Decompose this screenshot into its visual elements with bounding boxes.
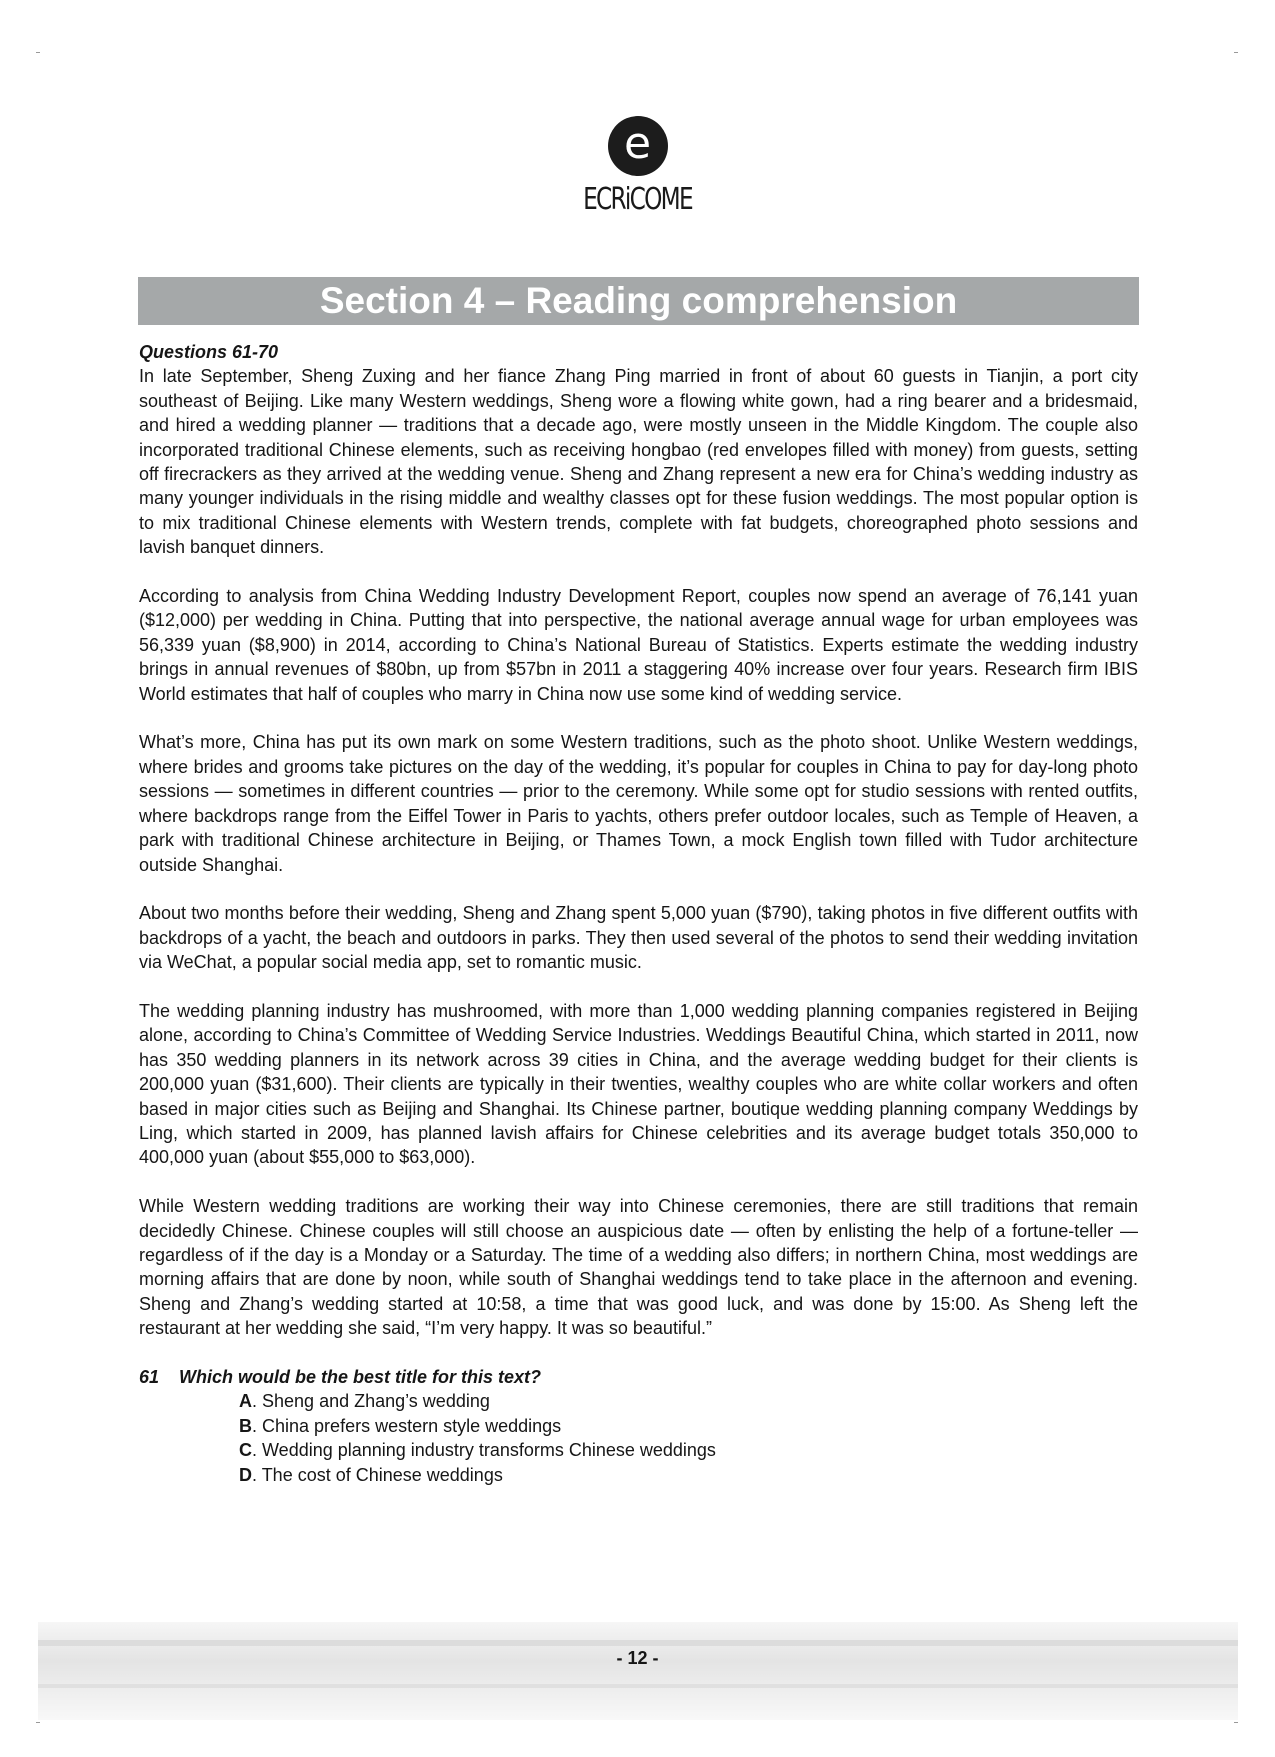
footer-stripe [38, 1640, 1238, 1646]
paragraph: According to analysis from China Wedding Industry Development Report, couples now spend an average of 76,141 yuan ($12,000) per wedding in China. Putting that into perspective, the national average annual wage for urban employees was 56,339 yuan ($8,900) in 2014, according to China’s National Bureau of Statistics. Experts estimate the wedding industry brings in annual revenues of $80bn, up from $57bn in 2011 a staggering 40% increase over four years. Research firm IBIS World estimates that half of couples who marry in China now use some kind of wedding service. [139, 586, 1138, 704]
crop-mark [1234, 52, 1238, 53]
option-letter: D [239, 1464, 252, 1485]
option-d: D. The cost of Chinese weddings [239, 1464, 503, 1485]
option-text: China prefers western style weddings [262, 1415, 562, 1436]
ecricome-logo [0, 116, 1275, 217]
logo-circle-icon [608, 116, 668, 176]
footer-decoration [38, 1622, 1238, 1720]
crop-mark [1234, 1722, 1238, 1723]
option-text: Sheng and Zhang’s wedding [262, 1391, 490, 1412]
page-number: - 12 - [616, 1648, 659, 1668]
paragraph: In late September, Sheng Zuxing and her fiance Zhang Ping married in front of about 60 guests in Tianjin, a port city southeast of Beijing. Like many Western weddings, Sheng wore a flowing white gown, had a ring bearer and a bridesmaid, and hired a wedding planner — traditions that a decade ago, were mostly unseen in the Middle Kingdom. The couple also incorporated traditional Chinese elements, such as receiving hongbao (red envelopes filled with money) from guests, setting off firecrackers as they arrived at the wedding venue. Sheng and Zhang represent a new era for China’s wedding industry as many younger individuals in the rising middle and wealthy classes opt for these fusion weddings. The most popular option is to mix traditional Chinese elements with Western trends, complete with fat budgets, choreographed photo sessions and lavish banquet dinners. [139, 366, 1138, 558]
section-title: Section 4 – Reading comprehension [138, 277, 1139, 325]
option-text: The cost of Chinese weddings [261, 1464, 503, 1485]
crop-mark [36, 52, 40, 53]
paragraph: The wedding planning industry has mushroomed, with more than 1,000 wedding planning companies registered in Beijing alone, according to China’s Committee of Wedding Service Industries. Weddings Beautiful China, which started in 2011, now has 350 wedding planners in its network across 39 cities in China, and the average wedding budget for their clients is 200,000 yuan ($31,600). Their clients are typically in their twenties, wealthy couples who are white collar workers and often based in major cities such as Beijing and Shanghai. Its Chinese partner, boutique wedding planning company Weddings by Ling, which started in 2009, has planned lavish affairs for Chinese celebrities and its average budget totals 350,000 to 400,000 yuan (about $55,000 to $63,000). [139, 1000, 1138, 1168]
reading-content [139, 340, 1138, 1487]
option-letter: A [239, 1391, 252, 1412]
option-letter: C [239, 1440, 252, 1461]
question-61 [139, 1365, 1138, 1389]
paragraph: While Western wedding traditions are working their way into Chinese ceremonies, there are still traditions that remain decidedly Chinese. Chinese couples will still choose an auspicious date — often by enlisting the help of a fortune-teller — regardless of if the day is a Monday or a Saturday. The time of a wedding also differs; in northern China, most weddings are morning affairs that are done by noon, while south of Shanghai weddings tend to take place in the afternoon and evening. Sheng and Zhang’s wedding started at 10:58, a time that was good luck, and was done by 15:00. As Sheng left the restaurant at her wedding she said, “I’m very happy. It was so beautiful.” [139, 1196, 1138, 1339]
question-number: 61 [139, 1366, 160, 1387]
crop-mark [36, 1722, 40, 1723]
option-b: B. China prefers western style weddings [239, 1415, 562, 1436]
option-text: Wedding planning industry transforms Chinese weddings [262, 1440, 716, 1461]
logo-text: ECRiCOME [583, 182, 692, 217]
paragraph: What’s more, China has put its own mark on some Western traditions, such as the photo shoot. Unlike Western weddings, where brides and grooms take pictures on the day of the wedding, it’s popular for couples in China to pay for day-long photo sessions — sometimes in different countries — prior to the ceremony. While some opt for studio sessions with rented outfits, where backdrops range from the Eiffel Tower in Paris to yachts, others prefer outdoor locales, such as Temple of Heaven, a park with traditional Chinese architecture in Beijing, or Thames Town, a mock English town filled with Tudor architecture outside Shanghai. [139, 732, 1138, 875]
paragraph: About two months before their wedding, Sheng and Zhang spent 5,000 yuan ($790), taking photos in five different outfits with backdrops of a yacht, the beach and outdoors in parks. They then used several of the photos to send their wedding invitation via WeChat, a popular social media app, set to romantic music. [139, 903, 1138, 973]
option-letter: B [239, 1415, 252, 1436]
questions-label: Questions 61-70 [139, 342, 279, 362]
question-text: Which would be the best title for this text? [179, 1366, 542, 1387]
logo-letter: e [623, 118, 652, 169]
answer-options [239, 1389, 1138, 1487]
option-c: C. Wedding planning industry transforms Chinese weddings [239, 1440, 716, 1461]
footer-stripe [38, 1684, 1238, 1688]
option-a: A. Sheng and Zhang’s wedding [239, 1391, 490, 1412]
